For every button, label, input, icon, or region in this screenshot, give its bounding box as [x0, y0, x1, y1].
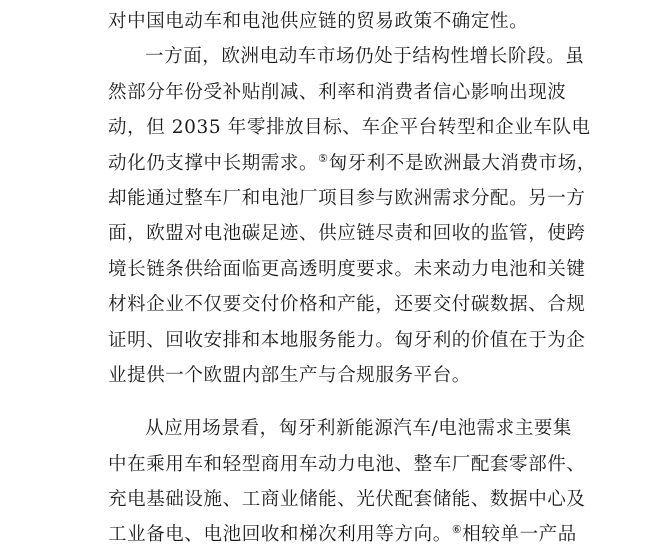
body-text: [108, 4, 596, 553]
text-line: 对中国电动车和电池供应链的贸易政策不确定性。: [108, 11, 529, 32]
text-line: 证明、回收安排和本地服务能力。匈牙利的价值在于为企: [108, 329, 586, 351]
text-line: 中在乘用车和轻型商用车动力电池、整车厂配套零部件、: [108, 453, 586, 475]
text-line: 材料企业不仅要交付价格和产能，还要交付碳数据、合规: [108, 294, 586, 316]
text-line: 动，但 2035 年零排放目标、车企平台转型和企业车队电: [108, 117, 591, 139]
text-line: 业提供一个欧盟内部生产与合规服务平台。: [108, 364, 471, 386]
text-line: 充电基础设施、工商业储能、光伏配套储能、数据中心及: [108, 489, 586, 511]
text-fragment: 动化仍支撑中长期需求。: [108, 152, 319, 174]
text-line-with-footnote: [108, 517, 577, 552]
text-line: 面，欧盟对电池碳足迹、供应链尽责和回收的监管，使跨: [108, 223, 586, 245]
text-line: 然部分年份受补贴削减、利率和消费者信心影响出现波: [108, 81, 567, 103]
text-line: 境长链条供给面临更高透明度要求。未来动力电池和关键: [108, 258, 586, 280]
paragraph-first-line: 一方面，欧洲电动车市场仍处于结构性增长阶段。虽: [145, 46, 585, 68]
text-fragment: 工业备电、电池回收和梯次利用等方向。: [108, 524, 452, 546]
paragraph-first-line: 从应用场景看，匈牙利新能源汽车/电池需求主要集: [145, 418, 573, 440]
footnote-marker: ⑥: [451, 523, 463, 537]
text-line: 却能通过整车厂和电池厂项目参与欧洲需求分配。另一方: [108, 187, 586, 209]
text-fragment: 相较单一产品: [462, 524, 577, 546]
text-line-with-footnote: [108, 146, 596, 181]
footnote-marker: ⑤: [318, 151, 329, 165]
text-fragment: 匈牙利不是欧洲最大消费市场，: [328, 152, 596, 174]
